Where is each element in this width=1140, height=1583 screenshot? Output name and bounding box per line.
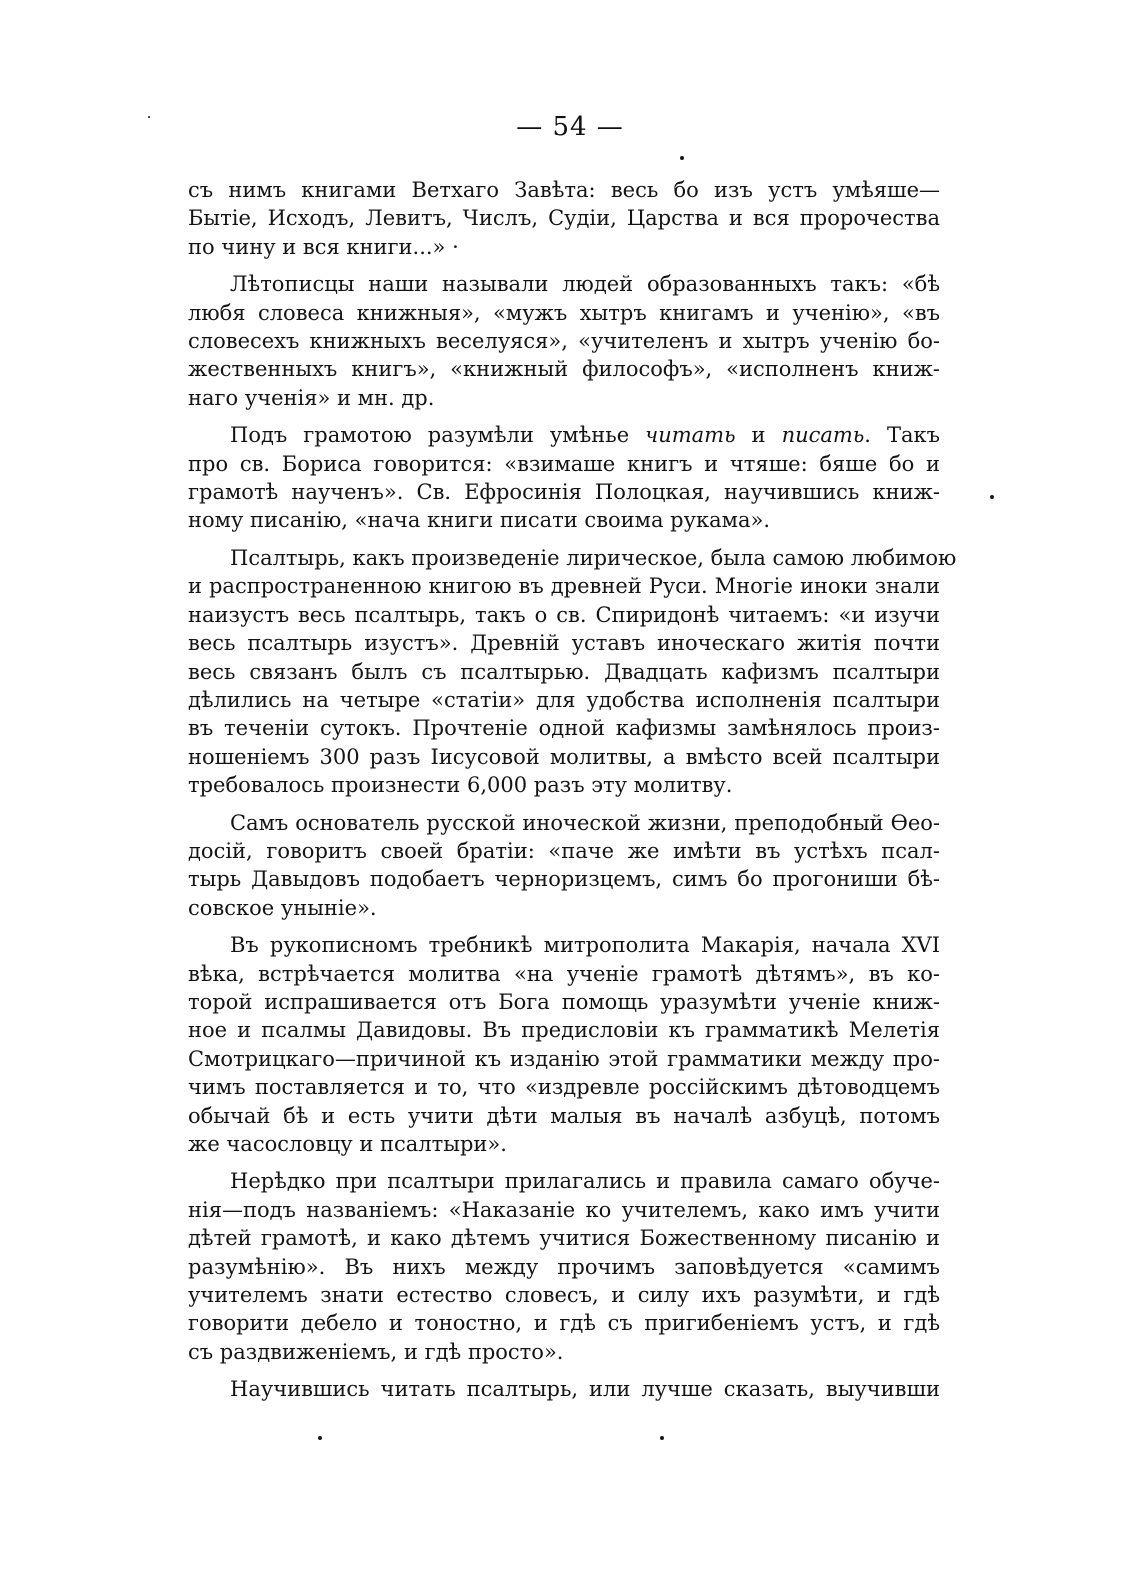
paragraph (188, 270, 940, 412)
print-speck (680, 156, 684, 160)
text-line: учителемъ знати естество словесъ, и силу ихъ разумѣти, и гдѣ (188, 1283, 940, 1308)
paragraph (188, 544, 957, 800)
text-line: Лѣтописцы наши называли людей образованныхъ такъ: «бѣ (230, 272, 940, 297)
paragraph (188, 176, 940, 261)
italic-word: писать (781, 423, 865, 448)
paragraph (188, 809, 940, 923)
text-line: Смотрицкаго—причиной къ изданію этой грамматики между про- (188, 1046, 940, 1071)
text-line: жественныхъ книгъ», «книжный философъ», «исполненъ книж- (188, 357, 940, 382)
text-line: тырь Давыдовъ подобаетъ черноризцемъ, симъ бо прогониши бѣ- (188, 867, 940, 892)
text-line: торой испрашивается отъ Бога помощь уразумѣти ученіе книж- (188, 989, 940, 1014)
text-line: чимъ поставляется и то, что «издревле россійскимъ дѣтоводцемъ (188, 1075, 940, 1100)
text-line: про св. Бориса говорится: «взимаше книгъ и чтяше: бяше бо и (188, 451, 940, 476)
text-line: говорити дебело и тоностно, и гдѣ съ пригибеніемъ устъ, и гдѣ (188, 1311, 940, 1336)
text-line: словесехъ книжныхъ веселуяся», «учителенъ и хытръ ученію бо- (188, 329, 940, 354)
text-line: обычай бѣ и есть учити дѣти малыя въ началѣ азбуцѣ, потомъ (188, 1103, 940, 1128)
print-speck (990, 495, 994, 499)
text-line: ное и псалмы Давидовы. Въ предисловіи къ грамматикѣ Мелетія (188, 1018, 940, 1043)
text-line: Научившись читать псалтырь, или лучше сказать, выучивши (230, 1377, 940, 1402)
text-line: наизустъ весь псалтырь, такъ о св. Спиридонѣ читаемъ: «и изучи (188, 602, 940, 627)
text-line: совское уныніе». (188, 895, 377, 920)
body-text (188, 176, 957, 1404)
text-line: Нерѣдко при псалтыри прилагались и правила самаго обуче- (230, 1169, 940, 1194)
text-line: Въ рукописномъ требникѣ митрополита Макарія, начала XVI (230, 933, 940, 958)
page-number: — 54 — (516, 112, 624, 142)
text-line: дѣтей грамотѣ, и како дѣтемъ учитися Божественному писанію и (188, 1226, 940, 1251)
text-line: весь псалтырь изустъ». Древній уставъ иноческаго житія почти (188, 631, 940, 656)
text-line: ному писанію, «нача книги писати своима рукама». (188, 508, 771, 533)
text-line: Псалтырь, какъ произведеніе лирическое, была самою любимою (230, 545, 957, 570)
paragraph (188, 1375, 940, 1403)
italic-word: читать (645, 423, 736, 448)
text-line: съ нимъ книгами Ветхаго Завѣта: весь бо изъ устъ умѣяше— (188, 178, 940, 202)
text-line: наго ученія» и мн. др. (188, 385, 435, 410)
text-line: досій, говоритъ своей братіи: «паче же имѣти въ устѣхъ псал- (188, 838, 940, 863)
print-speck (318, 1436, 322, 1440)
text-line: вѣка, встрѣчается молитва «на ученіе грамотѣ дѣтямъ», въ ко- (188, 961, 940, 986)
text-line: разумѣнію». Въ нихъ между прочимъ заповѣдуется «самимъ (188, 1254, 940, 1279)
text-line: ношеніемъ 300 разъ Іисусовой молитвы, а вмѣсто всей псалтыри (188, 744, 940, 769)
text-line: въ теченіи сутокъ. Прочтеніе одной кафизмы замѣнялось произ- (188, 716, 940, 741)
text-line: любя словеса книжныя», «мужъ хытръ книгамъ и ученію», «въ (188, 300, 940, 325)
text-line: дѣлились на четыре «статіи» для удобства исполненія псалтыри (188, 687, 940, 712)
paragraph (188, 421, 940, 535)
print-speck (148, 116, 150, 118)
text-line: Подъ грамотою разумѣли умѣнье читать и писать. Такъ (230, 423, 940, 448)
paragraph (188, 1167, 940, 1366)
text-line: съ раздвиженіемъ, и гдѣ просто». (188, 1339, 564, 1364)
print-speck (660, 1436, 664, 1440)
text-line: и распространенною книгою въ древней Руси. Многіе иноки знали (188, 574, 940, 599)
text-line: по чину и вся книги...» · (188, 234, 459, 259)
text-line: нія—подъ названіемъ: «Наказаніе ко учителемъ, како имъ учити (188, 1197, 940, 1222)
text-line: требовалось произнести 6,000 разъ эту молитву. (188, 773, 733, 798)
text-line: Самъ основатель русской иноческой жизни, преподобный Ѳео- (230, 810, 940, 835)
text-line: грамотѣ наученъ». Св. Ефросинія Полоцкая, научившись книж- (188, 480, 940, 505)
text-line: Бытіе, Исходъ, Левитъ, Числъ, Судіи, Царства и вся пророчества (188, 206, 940, 231)
text-line: весь связанъ былъ съ псалтырью. Двадцать кафизмъ псалтыри (188, 659, 940, 684)
paragraph (188, 931, 940, 1158)
text-line: же часословцу и псалтыри». (188, 1132, 507, 1156)
